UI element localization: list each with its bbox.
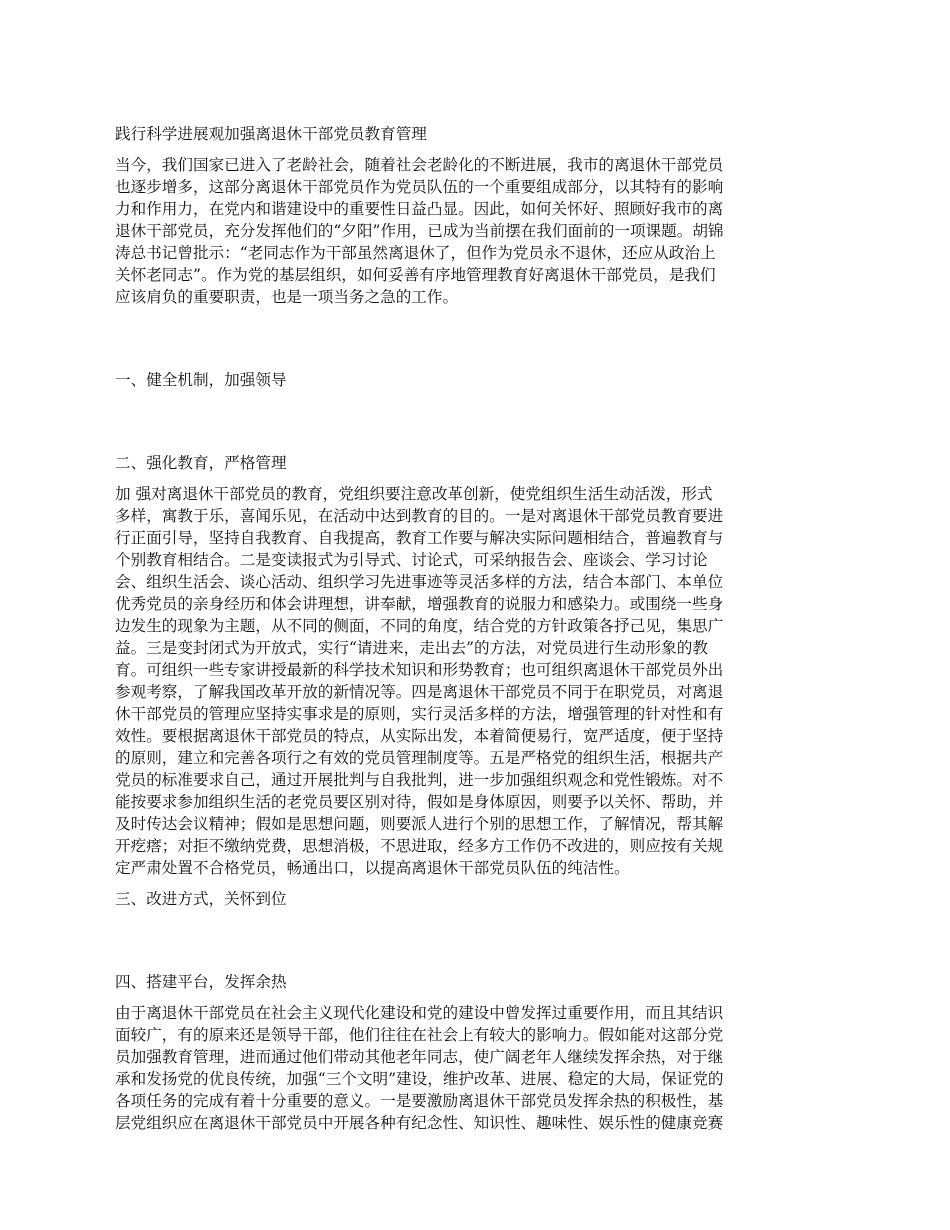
paragraph-line: 当今，我们国家已进入了老龄社会，随着社会老龄化的不断进展，我市的离退休干部党员 [115, 156, 724, 174]
paragraph-line: 益。三是变封闭式为开放式，实行“请进来，走出去”的方法，对党员进行生动形象的教 [115, 639, 708, 657]
section-heading-1: 一、健全机制，加强领导 [115, 371, 287, 389]
paragraph-line: 涛总书记曾批示：“老同志作为干部虽然离退休了，但作为党员永不退休，还应从政治上 [115, 244, 716, 262]
paragraph-line: 加 强对离退休干部党员的教育，党组织要注意改革创新，使党组织生活生动活泼，形式 [115, 485, 713, 503]
paragraph-line: 能按要求参加组织生活的老党员要区别对待，假如是身体原因，则要予以关怀、帮助，并 [115, 793, 724, 811]
section-heading-2: 二、强化教育，严格管理 [115, 454, 287, 472]
paragraph-line: 也逐步增多，这部分离退休干部党员作为党员队伍的一个重要组成部分，以其特有的影响 [115, 178, 724, 196]
paragraph-line: 休干部党员的管理应坚持实事求是的原则，实行灵活多样的方法，增强管理的针对性和有 [115, 705, 724, 723]
paragraph-line: 效性。要根据离退休干部党员的特点，从实际出发，本着简便易行，宽严适度，便于坚持 [115, 727, 724, 745]
paragraph-line: 个别教育相结合。二是变读报式为引导式、讨论式，可采纳报告会、座谈会、学习讨论 [115, 551, 708, 569]
paragraph-line: 的原则，建立和完善各项行之有效的党员管理制度等。五是严格党的组织生活，根据共产 [115, 749, 724, 767]
paragraph-line: 育。可组织一些专家讲授最新的科学技术知识和形势教育；也可组织离退休干部党员外出 [115, 661, 724, 679]
paragraph-line: 定严肃处置不合格党员，畅通出口，以提高离退休干部党员队伍的纯洁性。 [115, 859, 630, 877]
paragraph-line: 力和作用力，在党内和谐建设中的重要性日益凸显。因此，如何关怀好、照顾好我市的离 [115, 200, 724, 218]
paragraph-line: 员加强教育管理，进而通过他们带动其他老年同志，使广阔老年人继续发挥余热，对于继 [115, 1048, 724, 1066]
document-title: 践行科学进展观加强离退休干部党员教育管理 [115, 125, 427, 143]
paragraph-line: 及时传达会议精神；假如是思想问题，则要派人进行个别的思想工作，了解情况，帮其解 [115, 815, 724, 833]
section-heading-3: 三、改进方式，关怀到位 [115, 890, 287, 908]
intro-paragraph [115, 154, 841, 308]
paragraph-line: 开疙瘩；对拒不缴纳党费，思想消极，不思进取，经多方工作仍不改进的，则应按有关规 [115, 837, 724, 855]
paragraph-line: 边发生的现象为主题，从不同的侧面，不同的角度，结合党的方针政策各抒己见，集思广 [115, 617, 724, 635]
paragraph-line: 承和发扬党的优良传统，加强“三个文明”建设，维护改革、进展、稳定的大局，保证党的 [115, 1070, 724, 1088]
paragraph-line: 参观考察，了解我国改革开放的新情况等。四是离退休干部党员不同于在职党员，对离退 [115, 683, 724, 701]
section2-paragraph [115, 483, 841, 879]
paragraph-line: 优秀党员的亲身经历和体会讲理想，讲奉献，增强教育的说服力和感染力。或围绕一些身 [115, 595, 724, 613]
paragraph-line: 面较广，有的原来还是领导干部，他们往往在社会上有较大的影响力。假如能对这部分党 [115, 1026, 724, 1044]
paragraph-line: 会、组织生活会、谈心活动、组织学习先进事迹等灵活多样的方法，结合本部门、本单位 [115, 573, 724, 591]
paragraph-line: 由于离退休干部党员在社会主义现代化建设和党的建设中曾发挥过重要作用，而且其结识 [115, 1004, 724, 1022]
document-body [115, 123, 841, 1134]
paragraph-line: 关怀老同志”。作为党的基层组织，如何妥善有序地管理教育好离退休干部党员，是我们 [115, 266, 716, 284]
paragraph-line: 各项任务的完成有着十分重要的意义。一是要激励离退休干部党员发挥余热的积极性，基 [115, 1092, 724, 1110]
paragraph-line: 应该肩负的重要职责，也是一项当务之急的工作。 [115, 288, 459, 306]
section4-paragraph [115, 1002, 841, 1134]
paragraph-line: 多样，寓教于乐，喜闻乐见，在活动中达到教育的目的。一是对离退休干部党员教育要进 [115, 507, 724, 525]
paragraph-line: 层党组织应在离退休干部党员中开展各种有纪念性、知识性、趣味性、娱乐性的健康竞赛 [115, 1114, 724, 1132]
paragraph-line: 退休干部党员，充分发挥他们的“夕阳”作用，已成为当前摆在我们面前的一项课题。胡锦 [115, 222, 724, 240]
paragraph-line: 行正面引导，坚持自我教育、自我提高，教育工作要与解决实际问题相结合，普遍教育与 [115, 529, 724, 547]
section-heading-4: 四、搭建平台，发挥余热 [115, 973, 287, 991]
paragraph-line: 党员的标准要求自己，通过开展批判与自我批判，进一步加强组织观念和党性锻炼。对不 [115, 771, 724, 789]
